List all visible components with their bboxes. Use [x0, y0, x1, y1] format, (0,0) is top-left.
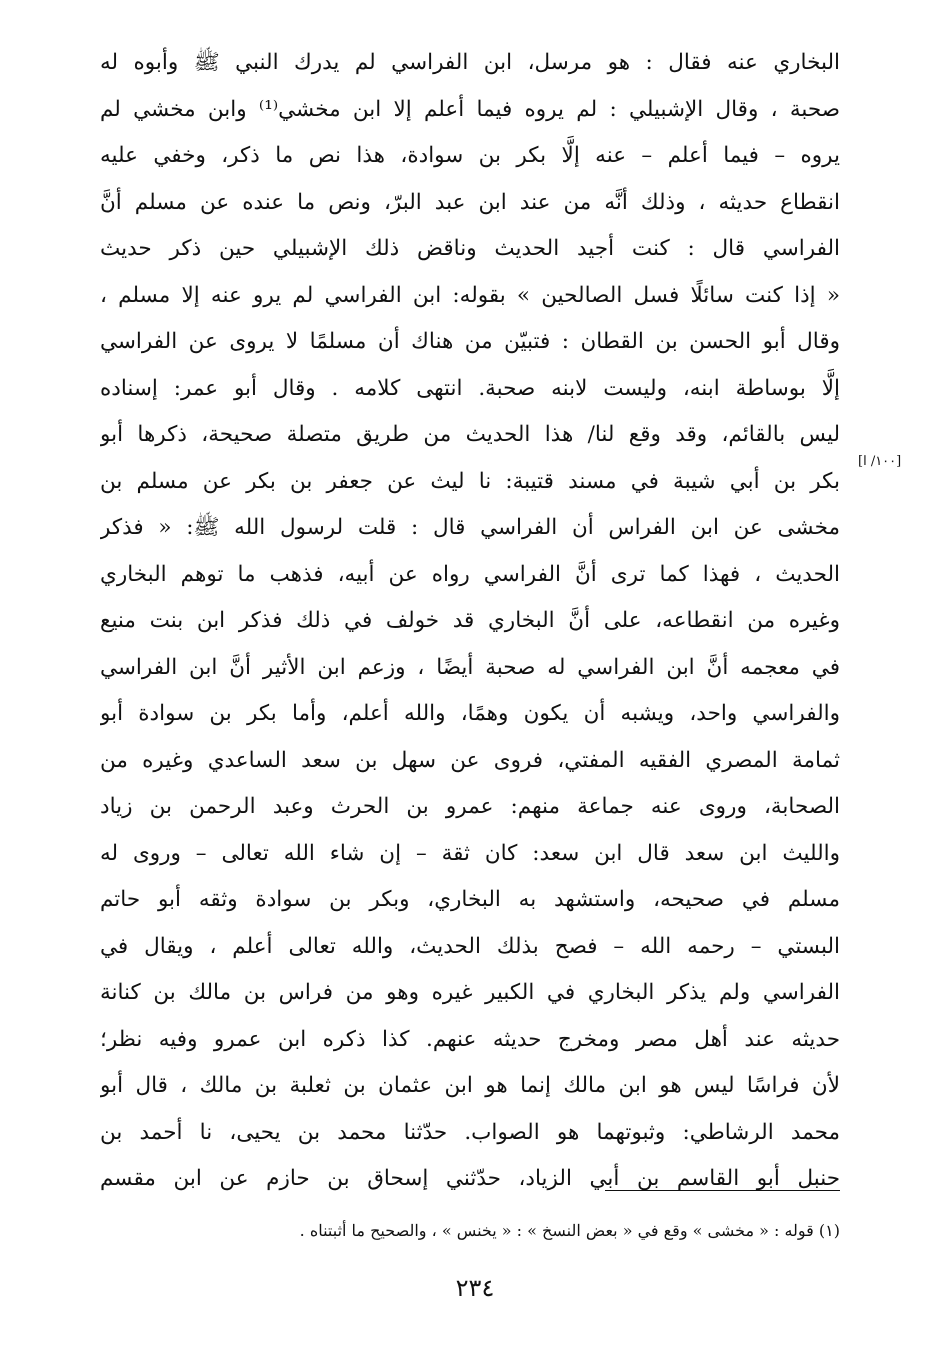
text-line: الفراسي قال : كنت أجيد الحديث وناقض ذلك الإشبيلي حين ذكر حديث	[100, 236, 840, 261]
text-line: لأن فراسًا ليس هو ابن مالك إنما هو ابن عثمان بن ثعلبة بن مالك ، قال أبو	[100, 1073, 840, 1098]
text-line: حديثه عند أهل مصر ومخرج حديثه عنهم. كذا ذكره ابن عمرو وفيه نظر؛	[100, 1026, 840, 1052]
text-line: صحبة ، وقال الإشبيلي : لم يروه فيما أعلم إلا ابن مخشي⁽¹⁾ وابن مخشي لم	[100, 96, 840, 122]
text-line: بكر بن أبي شيبة في مسند قتيبة: نا ليث عن جعفر بن بكر عن مسلم بن	[100, 468, 840, 494]
text-line: مخشى عن ابن الفراس أن الفراسي قال : قلت لرسول الله ﷺ: « فذكر	[100, 515, 840, 540]
text-line: وغيره من انقطاعه، على أنَّ البخاري قد خولف في ذلك فذكر ابن بنت منيع	[100, 608, 840, 633]
text-line: مسلم في صحيحه، واستشهد به البخاري، وبكر بن سوادة وثقه أبو حاتم	[100, 887, 840, 912]
text-line: والفراسي واحد، ويشبه أن يكون وهمًا، والله أعلم، وأما بكر بن سوادة أبو	[100, 701, 840, 726]
text-line: الحديث ، فهذا كما ترى أنَّ الفراسي رواه عن أبيه، فذهب ما توهم البخاري	[100, 561, 840, 587]
main-text-block	[100, 40, 840, 1203]
text-line: ليس بالقائم، وقد وقع لنا/ هذا الحديث من طريق متصلة صحيحة، ذكرها أبو	[100, 422, 840, 447]
text-line: محمد الرشاطي: وثبوتهما هو الصواب. حدّثنا محمد بن يحيى، نا أحمد بن	[100, 1119, 840, 1145]
text-line: البستي – رحمه الله – فصح بذلك الحديث، والله تعالى أعلم ، ويقال في	[100, 933, 840, 959]
footnote: (١) قوله : « مخشى » وقع في « بعض النسخ » : « يخنس » ، والصحيح ما أثبتناه .	[299, 1221, 840, 1240]
text-line: الفراسي ولم يذكر البخاري في الكبير غيره وهو من فراس بن مالك بن كنانة	[100, 980, 840, 1005]
text-line: والليث ابن سعد قال ابن سعد: كان ثقة – إن شاء الله تعالى – وروى له	[100, 840, 840, 866]
text-line: إلَّا بوساطة ابنه، وليست لابنه صحبة. انتهى كلامه . وقال أبو عمر: إسناده	[100, 375, 840, 401]
footnote-separator	[605, 1190, 840, 1191]
text-line: يروه – فيما أعلم – عنه إلَّا بكر بن سوادة، هذا نص ما ذكر، وخفي عليه	[100, 143, 840, 168]
manuscript-folio-marker: [١٠٠/ ا]	[858, 454, 902, 469]
text-line: حنبل أبو القاسم بن أبي الزياد، حدّثني إسحاق بن حازم عن ابن مقسم	[100, 1166, 840, 1191]
text-line: البخاري عنه فقال : هو مرسل، ابن الفراسي لم يدرك النبي ﷺ وأبوه له	[100, 50, 840, 75]
text-line: وقال أبو الحسن بن القطان : فتبيّن من هناك أن مسلمًا لا يروى عن الفراسي	[100, 329, 840, 354]
text-line: انقطاع حديثه ، وذلك أنَّه من عند ابن عبد البرّ، ونص ما عنده عن مسلم أنَّ	[100, 189, 840, 215]
text-line: ثمامة المصري الفقيه المفتي، فروى عن سهل بن سعد الساعدي وغيره من	[100, 747, 840, 773]
text-line: الصحابة، وروى عنه جماعة منهم: عمرو بن الحرث وعبد الرحمن بن زياد	[100, 794, 840, 819]
text-line: « إذا كنت سائلًا فسل الصالحين » بقوله: ابن الفراسي لم يرو عنه إلا مسلم ،	[100, 282, 840, 308]
text-line: في معجمه أنَّ ابن الفراسي له صحبة أيضًا ، وزعم ابن الأثير أنَّ ابن الفراسي	[100, 654, 840, 680]
page-number: ٢٣٤	[455, 1274, 495, 1302]
